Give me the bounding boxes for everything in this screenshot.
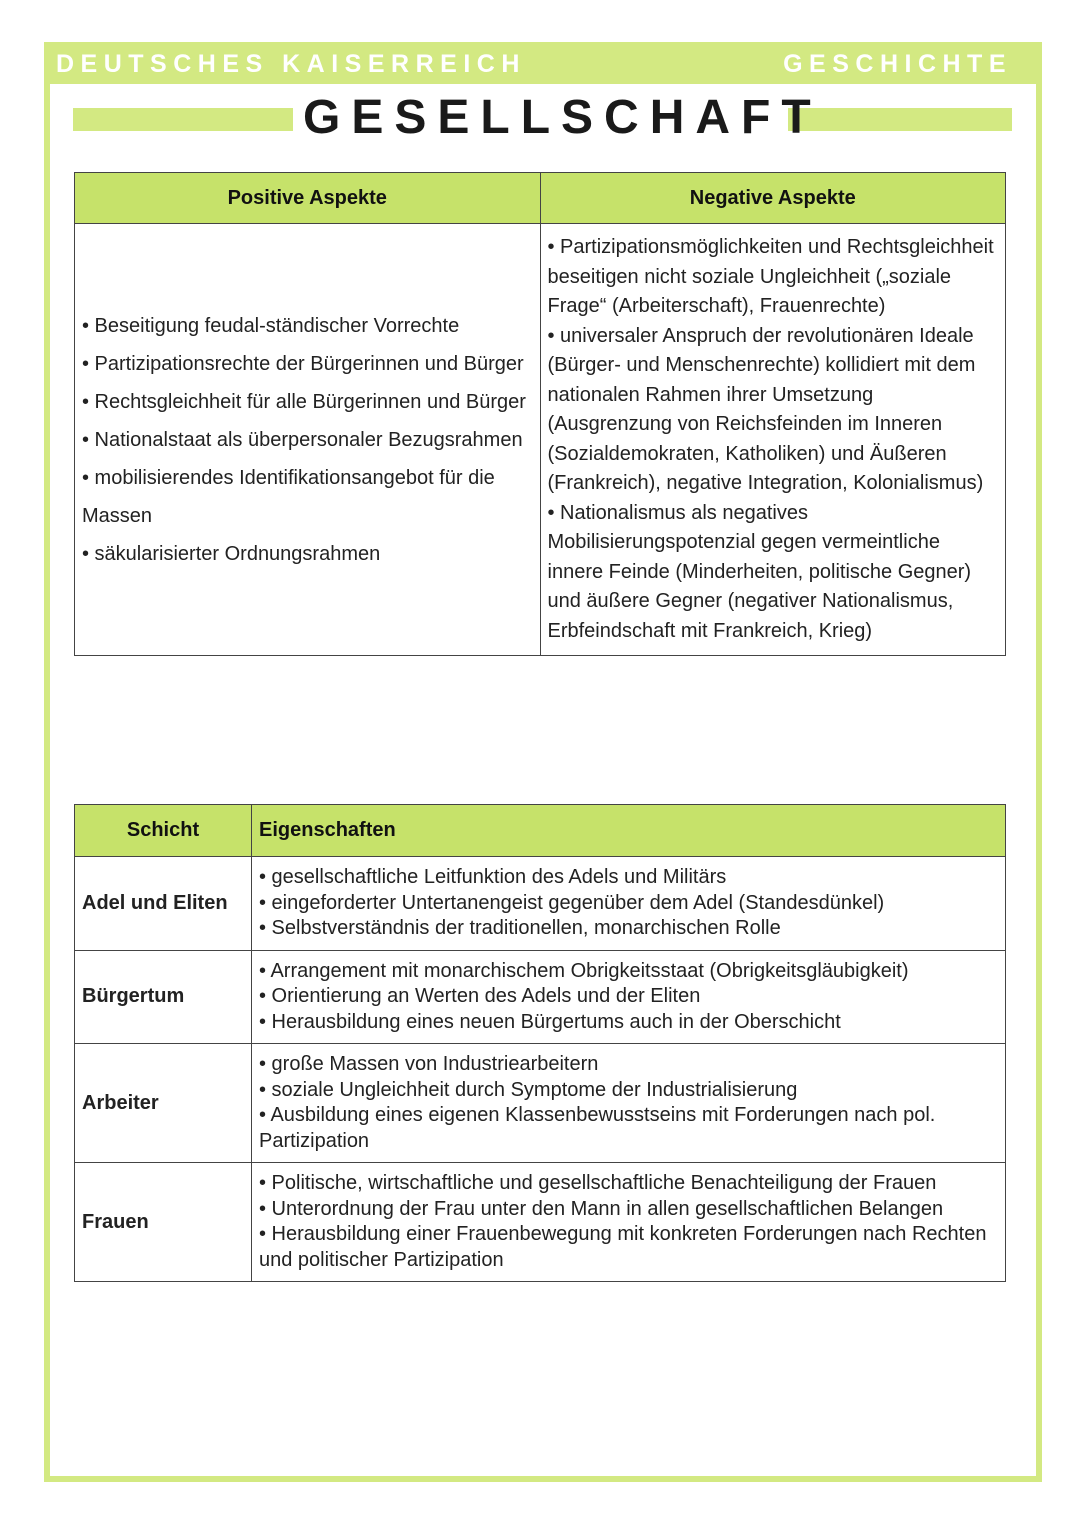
list-item: • Herausbildung eines neuen Bürgertums auch in der Oberschicht [259,1010,841,1033]
list-item: • große Massen von Industriearbeitern [259,1053,599,1075]
positive-item: • säkularisierter Ordnungsrahmen [82,542,381,565]
positive-header: Positive Aspekte [75,173,541,224]
layers-table [74,804,1006,1282]
list-item: • eingeforderter Untertanengeist gegenüber dem Adel (Standesdünkel) [259,891,885,914]
title-bar-left [73,108,293,131]
layers-header-row [75,805,1006,857]
list-item: • Orientierung an Werten des Adels und der Eliten [259,985,701,1007]
layer-properties [252,1044,1006,1163]
list-item: • Ausbildung eines eigenen Klassenbewusstseins mit Forderungen nach pol. Partizipation [259,1104,936,1152]
layer-header: Schicht [75,805,252,857]
subject-label: DEUTSCHES KAISERREICH [56,50,526,78]
layer-properties [252,857,1006,951]
category-label: GESCHICHTE [783,50,1012,78]
layer-properties [252,950,1006,1044]
layer-name: Arbeiter [75,1044,252,1163]
table-row [75,1163,1006,1282]
layer-name: Adel und Eliten [75,857,252,951]
list-item: • Politische, wirtschaftliche und gesellschaftliche Benachteiligung der Frauen [259,1172,937,1194]
list-item: • Selbstverständnis der traditionellen, monarchischen Rolle [259,917,781,939]
layer-properties [252,1163,1006,1282]
positive-item: • Nationalstaat als überpersonaler Bezugsrahmen [82,428,523,451]
table-row [75,857,1006,951]
negative-cell [540,224,1006,656]
positive-item: • Rechtsgleichheit für alle Bürgerinnen und Bürger [82,390,526,413]
aspects-content-row [75,224,1006,656]
positive-item: • Partizipationsrechte der Bürgerinnen und Bürger [82,352,524,375]
positive-cell [75,224,541,656]
list-item: • Unterordnung der Frau unter den Mann in allen gesellschaftlichen Belangen [259,1197,944,1220]
list-item: • gesellschaftliche Leitfunktion des Adels und Militärs [259,866,727,888]
positive-item: • Beseitigung feudal-ständischer Vorrechte [82,314,460,337]
layer-name: Frauen [75,1163,252,1282]
aspects-header-row [75,173,1006,224]
negative-header: Negative Aspekte [540,173,1006,224]
properties-header: Eigenschaften [252,805,1006,857]
list-item: • Arrangement mit monarchischem Obrigkeitsstaat (Obrigkeitsgläubigkeit) [259,959,909,982]
negative-item: • Nationalismus als negatives Mobilisierungspotenzial gegen vermeintliche innere Feinde (Minderheiten, politische Gegner) und äußere Gegner (negativer Nationalismus, Erbfeindschaft mit Frankreich, Krieg) [547,501,972,642]
list-item: • Herausbildung einer Frauenbewegung mit konkreten Forderungen nach Rechten und politischer Partizipation [259,1223,987,1271]
positive-item: • mobilisierendes Identifikationsangebot für die Massen [82,466,495,527]
table-row [75,1044,1006,1163]
table-row [75,950,1006,1044]
aspects-table [74,172,1006,656]
list-item: • soziale Ungleichheit durch Symptome der Industrialisierung [259,1078,798,1101]
top-band [44,42,1036,84]
negative-item: • Partizipationsmöglichkeiten und Rechtsgleichheit beseitigen nicht soziale Ungleichheit („soziale Frage“ (Arbeiterschaft), Frauenrechte) [547,236,994,317]
layer-name: Bürgertum [75,950,252,1044]
negative-item: • universaler Anspruch der revolutionären Ideale (Bürger- und Menschenrechte) kollidiert mit dem nationalen Rahmen ihrer Umsetzung (Ausgrenzung von Reichsfeinden im Inneren (Sozialdemokraten, Katholiken) und Äußeren (Frankreich), negative Integration, Kolonialismus) [547,324,984,494]
page-title: GESELLSCHAFT [303,91,822,144]
